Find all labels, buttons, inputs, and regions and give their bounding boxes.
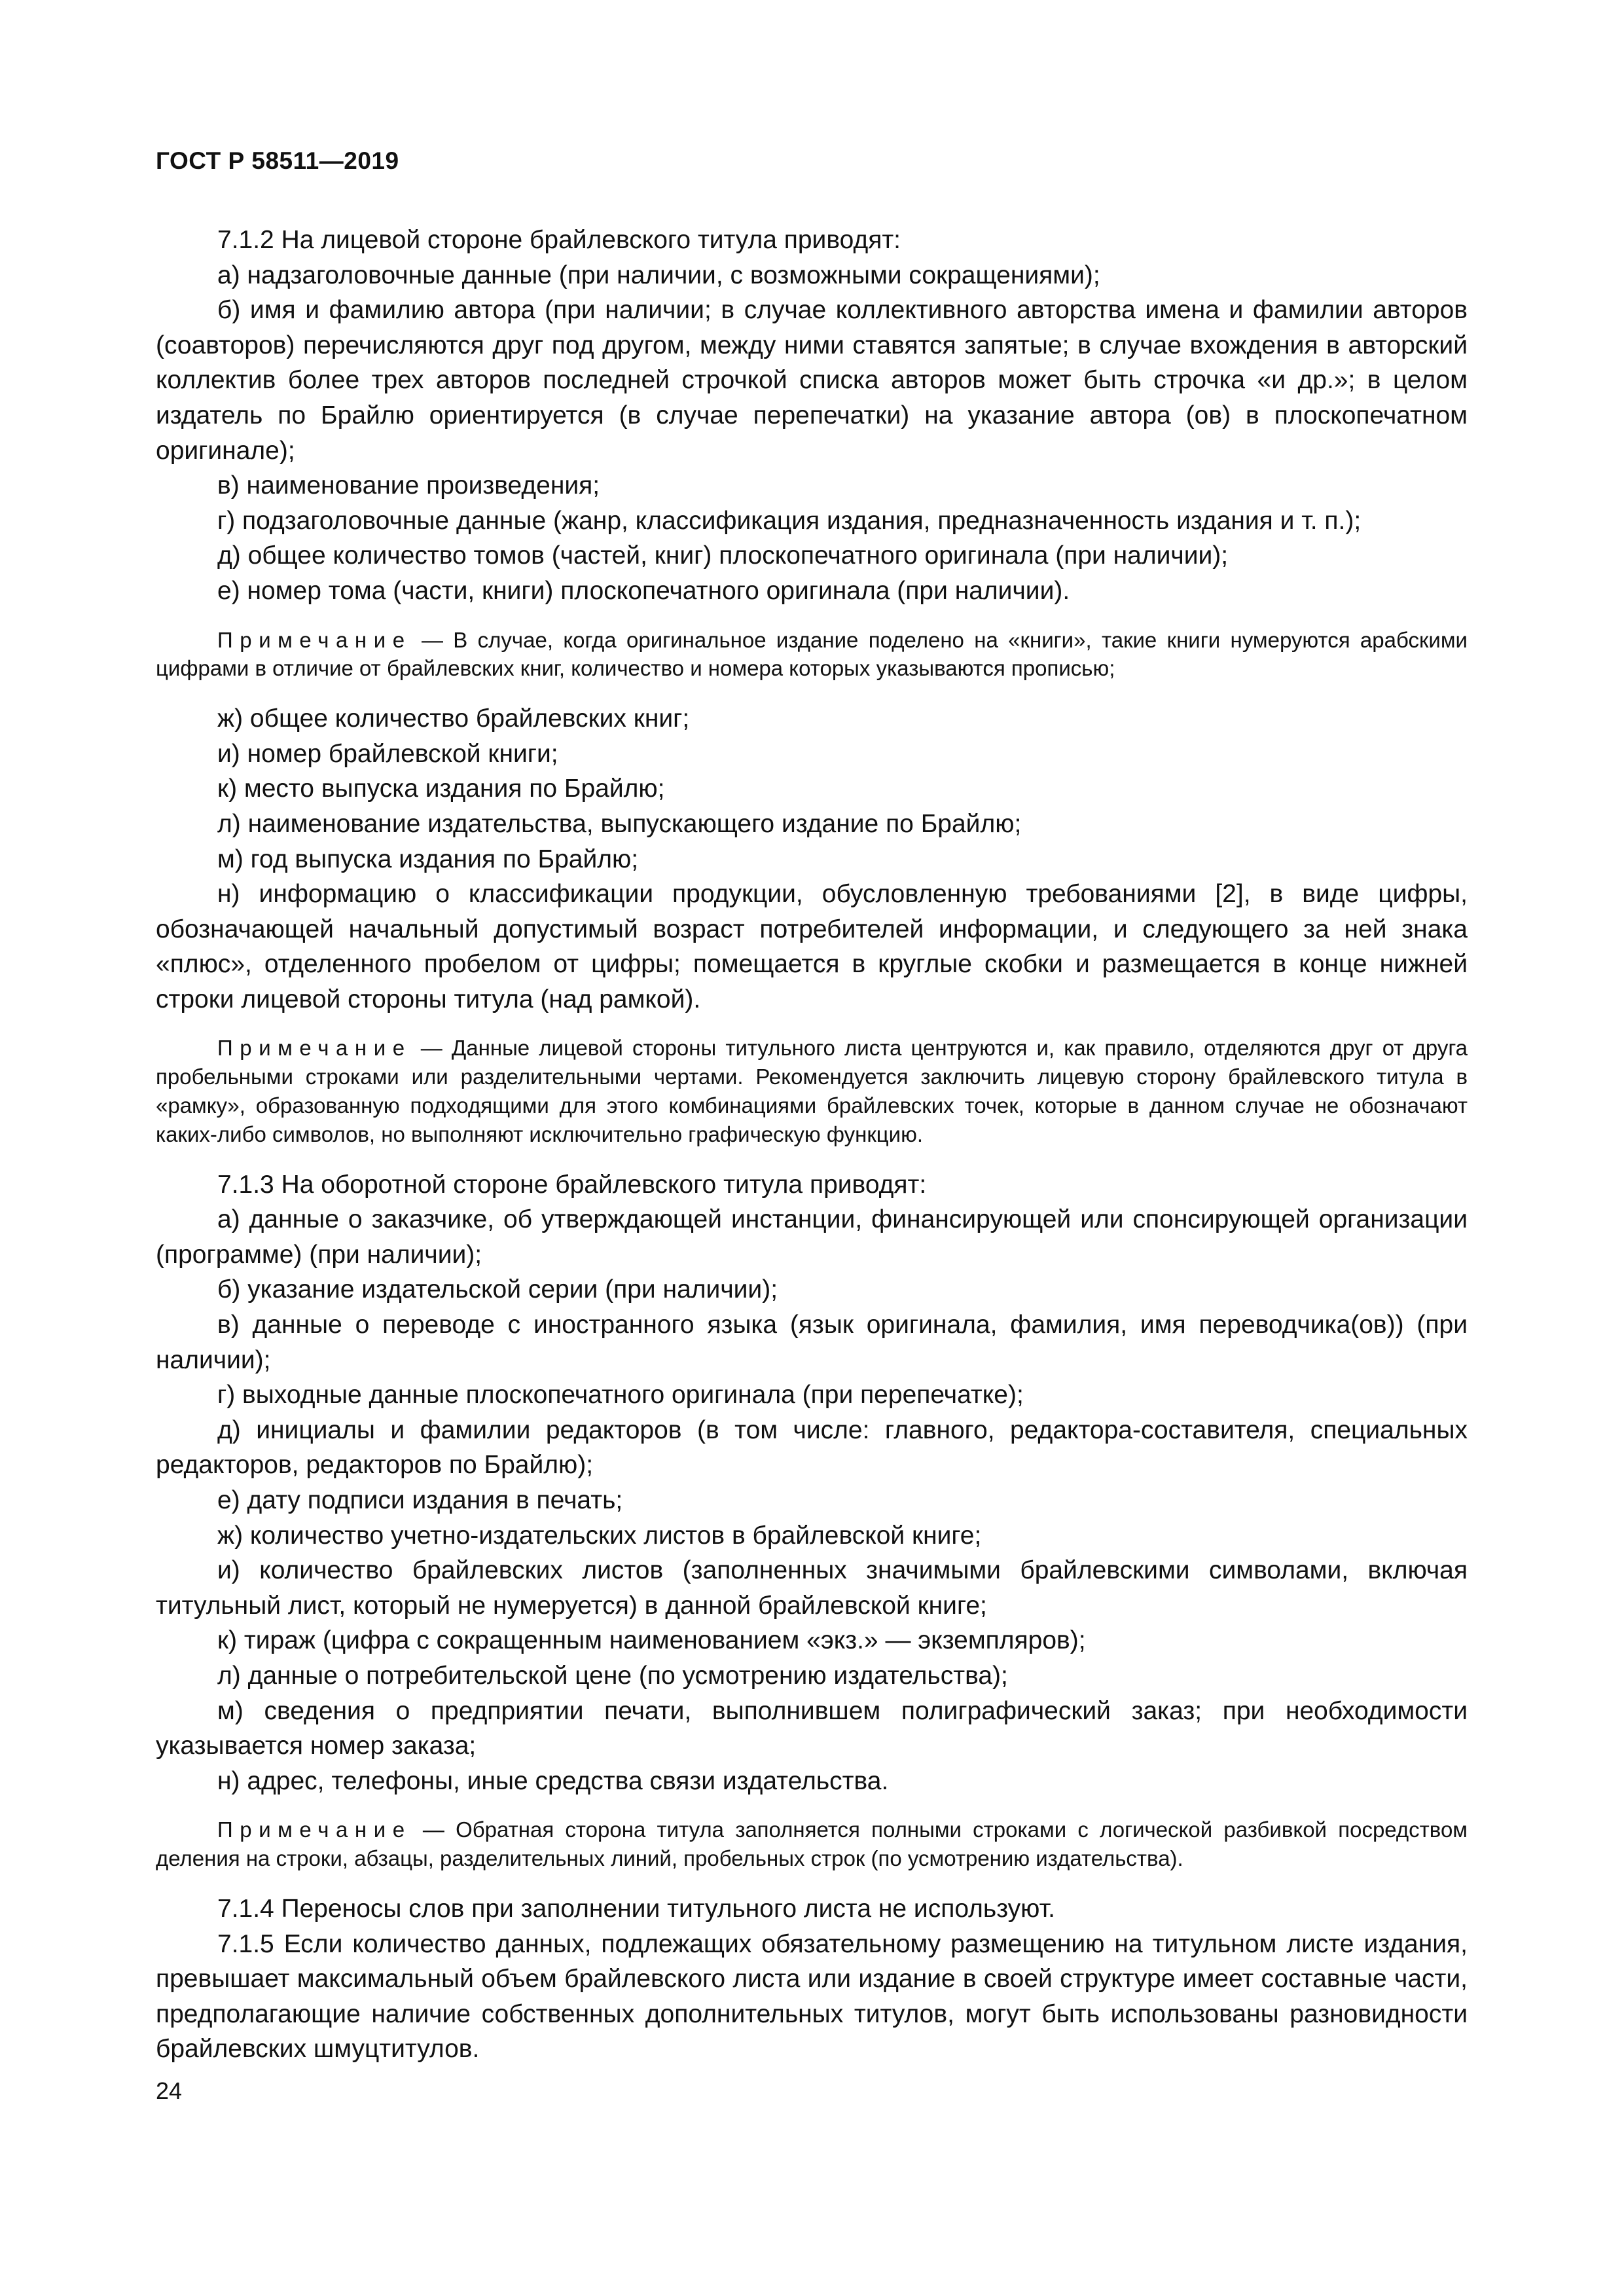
page-header-standard: ГОСТ Р 58511—2019 xyxy=(156,147,399,174)
clause-7-1-5: 7.1.5 Если количество данных, подлежащих обязательному размещению на титульном листе издания, превышает максимальный объем брайлевского листа или издание в своей структуре имеет составные части, предполагающие наличие собственных дополнительных титулов, могут быть использованы разновидности брайлевских шмуцтитулов. xyxy=(156,1929,1468,2064)
list-item: ж) общее количество брайлевских книг; xyxy=(217,704,690,733)
list-item: б) имя и фамилию автора (при наличии; в случае коллективного авторства имена и фамилии авторов (соавторов) перечисляются друг под другом, между ними ставятся запятые; в случае вхождения в авторский коллектив более трех авторов последней строчкой списка авторов может быть строчка «и др.»; в целом издатель по Брайлю ориентируется (в случае перепечатки) на указание автора (ов) в плоскопечатном оригинале); xyxy=(156,296,1468,465)
note-text: — Обратная сторона титула заполняется полными строками с логической разбивкой посредством деления на строки, абзацы, разделительных линий, пробельных строк (по усмотрению издательства). xyxy=(156,1817,1468,1871)
list-item: а) данные о заказчике, об утверждающей инстанции, финансирующей или спонсирующей организации (программе) (при наличии); xyxy=(156,1205,1468,1269)
note-2 xyxy=(156,1034,1468,1148)
list-item: в) наименование произведения; xyxy=(217,471,600,500)
page-number: 24 xyxy=(156,2077,183,2104)
list-item: л) наименование издательства, выпускающего издание по Брайлю; xyxy=(217,809,1022,838)
list-item: в) данные о переводе с иностранного языка (язык оригинала, фамилия, имя переводчика(ов)) (при наличии); xyxy=(156,1311,1468,1374)
note-1 xyxy=(156,626,1468,683)
note-text: — В случае, когда оригинальное издание поделено на «книги», такие книги нумеруются арабскими цифрами в отличие от брайлевских книг, количество и номера которых указываются прописью; xyxy=(156,627,1468,681)
note-label: Примечание xyxy=(217,627,412,652)
list-item: ж) количество учетно-издательских листов в брайлевской книге; xyxy=(217,1521,982,1550)
clause-7-1-4: 7.1.4 Переносы слов при заполнении титульного листа не используют. xyxy=(217,1894,1055,1923)
note-text: — Данные лицевой стороны титульного листа центруются и, как правило, отделяются друг от друга пробельными строками или разделительными чертами. Рекомендуется заключить лицевую сторону брайлевского титула в «рамку», образованную подходящими для этого комбинациями брайлевских точек, которые в данном случае не обозначают каких-либо символов, но выполняют исключительно графическую функцию. xyxy=(156,1036,1468,1146)
list-item: и) количество брайлевских листов (заполненных значимыми брайлевскими символами, включая титульный лист, который не нумеруется) в данной брайлевской книге; xyxy=(156,1556,1468,1620)
list-item: л) данные о потребительской цене (по усмотрению издательства); xyxy=(217,1661,1008,1690)
list-item: н) адрес, телефоны, иные средства связи издательства. xyxy=(217,1766,889,1795)
clause-7-1-3-intro: 7.1.3 На оборотной стороне брайлевского титула приводят: xyxy=(217,1170,927,1199)
note-label: Примечание xyxy=(217,1036,412,1061)
list-item: к) место выпуска издания по Брайлю; xyxy=(217,774,665,803)
list-item: г) выходные данные плоскопечатного оригинала (при перепечатке); xyxy=(217,1381,1024,1410)
list-item: а) надзаголовочные данные (при наличии, с возможными сокращениями); xyxy=(217,261,1100,289)
note-3 xyxy=(156,1815,1468,1873)
list-item: к) тираж (цифра с сокращенным наименованием «экз.» — экземпляров); xyxy=(217,1626,1086,1655)
list-item: м) год выпуска издания по Брайлю; xyxy=(217,845,639,873)
clause-7-1-2-intro: 7.1.2 На лицевой стороне брайлевского титула приводят: xyxy=(217,226,901,254)
list-item: г) подзаголовочные данные (жанр, классификация издания, предназначенность издания и т. п.); xyxy=(217,506,1362,535)
list-item: е) дату подписи издания в печать; xyxy=(217,1486,623,1514)
list-item: и) номер брайлевской книги; xyxy=(217,739,558,768)
list-item: д) инициалы и фамилии редакторов (в том числе: главного, редактора-составителя, специальных редакторов, редакторов по Брайлю); xyxy=(156,1415,1468,1480)
list-item: м) сведения о предприятии печати, выполнившем полиграфический заказ; при необходимости указывается номер заказа; xyxy=(156,1696,1468,1760)
note-label: Примечание xyxy=(217,1817,412,1842)
list-item: е) номер тома (части, книги) плоскопечатного оригинала (при наличии). xyxy=(217,576,1070,605)
document-body xyxy=(156,223,1468,2067)
list-item: н) информацию о классификации продукции, обусловленную требованиями [2], в виде цифры, обозначающей начальный допустимый возраст потребителей информации, и следующего за ней знака «плюс», отделенного пробелом от цифры; помещается в круглые скобки и размещается в конце нижней строки лицевой стороны титула (над рамкой). xyxy=(156,880,1468,1013)
list-item: б) указание издательской серии (при наличии); xyxy=(217,1275,778,1304)
list-item: д) общее количество томов (частей, книг) плоскопечатного оригинала (при наличии); xyxy=(217,541,1229,570)
